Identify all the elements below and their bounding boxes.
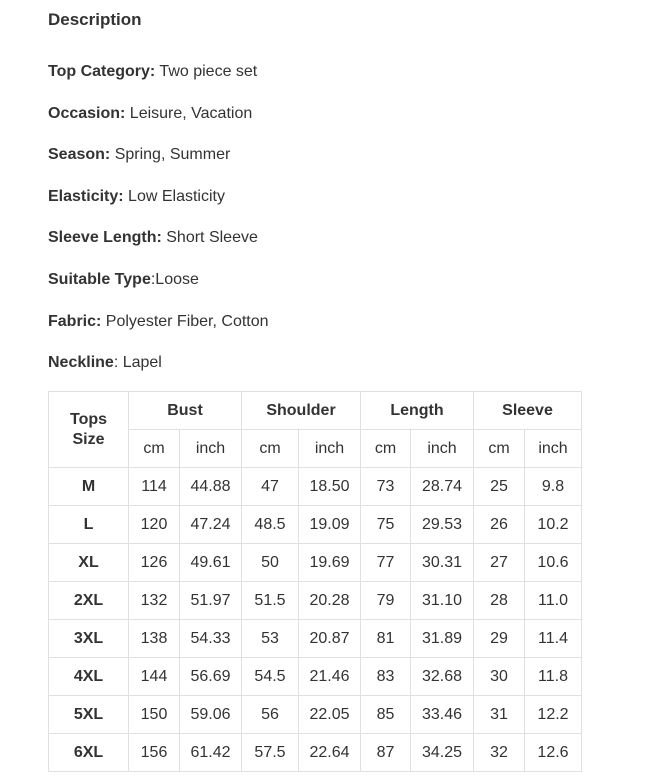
attr-value: Short Sleeve: [161, 229, 258, 246]
attr-key: Top Category:: [48, 63, 156, 80]
attr-key: Neckline: [48, 354, 114, 371]
measurement-cell: 49.61: [180, 544, 242, 582]
measurement-cell: 11.8: [525, 658, 582, 696]
measurement-cell: 31.10: [411, 582, 474, 620]
measurement-cell: 27: [474, 544, 525, 582]
measurement-cell: 83: [361, 658, 411, 696]
attr-suitable-type: [48, 271, 199, 289]
group-header-sleeve: Sleeve: [474, 392, 582, 430]
attr-key: Season:: [48, 146, 111, 163]
attr-occasion: [48, 105, 252, 123]
measurement-cell: 47.24: [180, 506, 242, 544]
table-row: [49, 544, 582, 582]
measurement-cell: 29.53: [411, 506, 474, 544]
attr-value: Low Elasticity: [123, 188, 225, 205]
measurement-cell: 57.5: [242, 734, 299, 772]
measurement-cell: 12.2: [525, 696, 582, 734]
size-label: L: [49, 506, 129, 544]
table-unit-row: [49, 430, 582, 468]
attr-key: Elasticity:: [48, 188, 124, 205]
measurement-cell: 48.5: [242, 506, 299, 544]
size-label: 3XL: [49, 620, 129, 658]
measurement-cell: 126: [129, 544, 180, 582]
measurement-cell: 53: [242, 620, 299, 658]
measurement-cell: 138: [129, 620, 180, 658]
unit-header: inch: [299, 430, 361, 468]
measurement-cell: 56.69: [180, 658, 242, 696]
attr-key: Sleeve Length:: [48, 229, 162, 246]
description-heading: Description: [48, 10, 142, 29]
measurement-cell: 144: [129, 658, 180, 696]
attr-fabric: [48, 313, 269, 331]
measurement-cell: 54.33: [180, 620, 242, 658]
measurement-cell: 10.6: [525, 544, 582, 582]
measurement-cell: 21.46: [299, 658, 361, 696]
measurement-cell: 77: [361, 544, 411, 582]
measurement-cell: 59.06: [180, 696, 242, 734]
attr-value: Two piece set: [155, 63, 258, 80]
measurement-cell: 51.97: [180, 582, 242, 620]
table-row: [49, 468, 582, 506]
group-header-bust: Bust: [129, 392, 242, 430]
measurement-cell: 28: [474, 582, 525, 620]
table-row: [49, 658, 582, 696]
measurement-cell: 51.5: [242, 582, 299, 620]
attr-sleeve-length: [48, 229, 258, 247]
attr-value: Leisure, Vacation: [125, 105, 253, 122]
size-label: 4XL: [49, 658, 129, 696]
measurement-cell: 18.50: [299, 468, 361, 506]
measurement-cell: 31: [474, 696, 525, 734]
measurement-cell: 32: [474, 734, 525, 772]
table-row: [49, 506, 582, 544]
measurement-cell: 114: [129, 468, 180, 506]
attr-value: Spring, Summer: [110, 146, 231, 163]
measurement-cell: 61.42: [180, 734, 242, 772]
attr-key: Fabric:: [48, 313, 102, 330]
measurement-cell: 47: [242, 468, 299, 506]
unit-header: inch: [525, 430, 582, 468]
measurement-cell: 87: [361, 734, 411, 772]
measurement-cell: 75: [361, 506, 411, 544]
measurement-cell: 85: [361, 696, 411, 734]
measurement-cell: 81: [361, 620, 411, 658]
table-row: [49, 582, 582, 620]
unit-header: inch: [180, 430, 242, 468]
size-rows: [49, 468, 582, 772]
measurement-cell: 12.6: [525, 734, 582, 772]
measurement-cell: 79: [361, 582, 411, 620]
measurement-cell: 25: [474, 468, 525, 506]
measurement-cell: 20.87: [299, 620, 361, 658]
table-row: [49, 696, 582, 734]
measurement-cell: 11.4: [525, 620, 582, 658]
table-row: [49, 734, 582, 772]
measurement-cell: 22.64: [299, 734, 361, 772]
group-header-shoulder: Shoulder: [242, 392, 361, 430]
attr-top-category: [48, 63, 257, 81]
attr-neckline: [48, 354, 162, 372]
unit-header: cm: [242, 430, 299, 468]
measurement-cell: 44.88: [180, 468, 242, 506]
measurement-cell: 29: [474, 620, 525, 658]
measurement-cell: 34.25: [411, 734, 474, 772]
size-label: 6XL: [49, 734, 129, 772]
measurement-cell: 30: [474, 658, 525, 696]
measurement-cell: 30.31: [411, 544, 474, 582]
attr-season: [48, 146, 230, 164]
measurement-cell: 19.69: [299, 544, 361, 582]
measurement-cell: 26: [474, 506, 525, 544]
unit-header: cm: [361, 430, 411, 468]
measurement-cell: 22.05: [299, 696, 361, 734]
corner-line1: Tops: [69, 410, 108, 428]
measurement-cell: 31.89: [411, 620, 474, 658]
measurement-cell: 19.09: [299, 506, 361, 544]
size-label: 2XL: [49, 582, 129, 620]
size-column-header: [49, 392, 129, 468]
attr-key: Occasion:: [48, 105, 126, 122]
unit-header: cm: [129, 430, 180, 468]
unit-header: cm: [474, 430, 525, 468]
measurement-cell: 20.28: [299, 582, 361, 620]
measurement-cell: 132: [129, 582, 180, 620]
group-header-length: Length: [361, 392, 474, 430]
measurement-cell: 11.0: [525, 582, 582, 620]
measurement-cell: 120: [129, 506, 180, 544]
size-chart-table: [48, 391, 582, 772]
measurement-cell: 73: [361, 468, 411, 506]
attr-value: :Loose: [150, 271, 199, 288]
measurement-cell: 33.46: [411, 696, 474, 734]
size-label: XL: [49, 544, 129, 582]
attr-key: Suitable Type: [48, 271, 151, 288]
measurement-cell: 28.74: [411, 468, 474, 506]
attr-value: : Lapel: [113, 354, 162, 371]
measurement-cell: 54.5: [242, 658, 299, 696]
corner-line2: Size: [72, 430, 105, 448]
table-header-row: [49, 392, 582, 430]
unit-header: inch: [411, 430, 474, 468]
attr-value: Polyester Fiber, Cotton: [101, 313, 269, 330]
table-row: [49, 620, 582, 658]
size-label: M: [49, 468, 129, 506]
measurement-cell: 32.68: [411, 658, 474, 696]
attr-elasticity: [48, 188, 225, 206]
measurement-cell: 9.8: [525, 468, 582, 506]
measurement-cell: 150: [129, 696, 180, 734]
size-label: 5XL: [49, 696, 129, 734]
measurement-cell: 56: [242, 696, 299, 734]
measurement-cell: 10.2: [525, 506, 582, 544]
measurement-cell: 156: [129, 734, 180, 772]
measurement-cell: 50: [242, 544, 299, 582]
